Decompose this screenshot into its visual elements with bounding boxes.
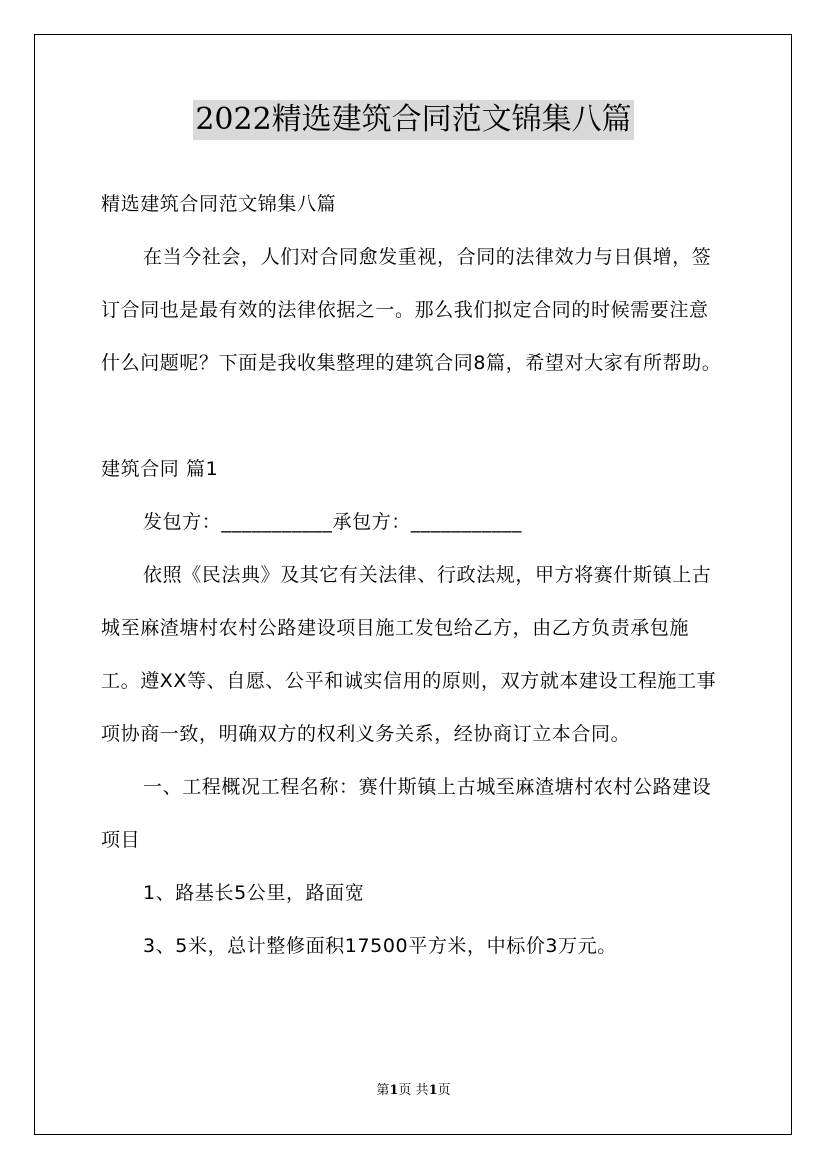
paragraph-gap [101,390,727,443]
list-item-1: 1、路基长5公里，路面宽 [143,882,365,904]
list-item-3: 3、5米，总计整修面积17500平方米，中标价3万元。 [143,935,617,957]
footer-page-total: 1 [428,1083,438,1098]
title-area [0,100,827,140]
section-heading: 建筑合同 篇1 [101,458,219,480]
parties-line: 发包方：___________承包方：___________ [143,511,523,533]
document-subtitle: 精选建筑合同范文锦集八篇 [101,193,337,215]
document-title: 2022精选建筑合同范文锦集八篇 [193,100,633,140]
document-body [101,178,727,973]
footer-page-prefix: 第 [376,1083,390,1098]
footer-page-number: 1 [389,1083,399,1098]
footer-page-suffix: 页 [437,1083,451,1098]
basis-paragraph: 依照《民法典》及其它有关法律、行政法规，甲方将赛什斯镇上古城至麻渣塘村农村公路建设项目施工发包给乙方，由乙方负责承包施工。遵XX等、自愿、公平和诚实信用的原则，双方就本建设工程施工事项协商一致，明确双方的权利义务关系，经协商订立本合同。 [101,564,717,745]
intro-paragraph: 在当今社会，人们对合同愈发重视，合同的法律效力与日俱增，签订合同也是最有效的法律依据之一。那么我们拟定合同的时候需要注意什么问题呢？下面是我收集整理的建筑合同8篇，希望对大家有所帮助。 [101,246,722,374]
footer-page-mid: 页 共 [398,1083,429,1098]
page-footer [0,1082,827,1100]
overview-paragraph: 一、工程概况工程名称：赛什斯镇上古城至麻渣塘村农村公路建设项目 [101,776,712,851]
